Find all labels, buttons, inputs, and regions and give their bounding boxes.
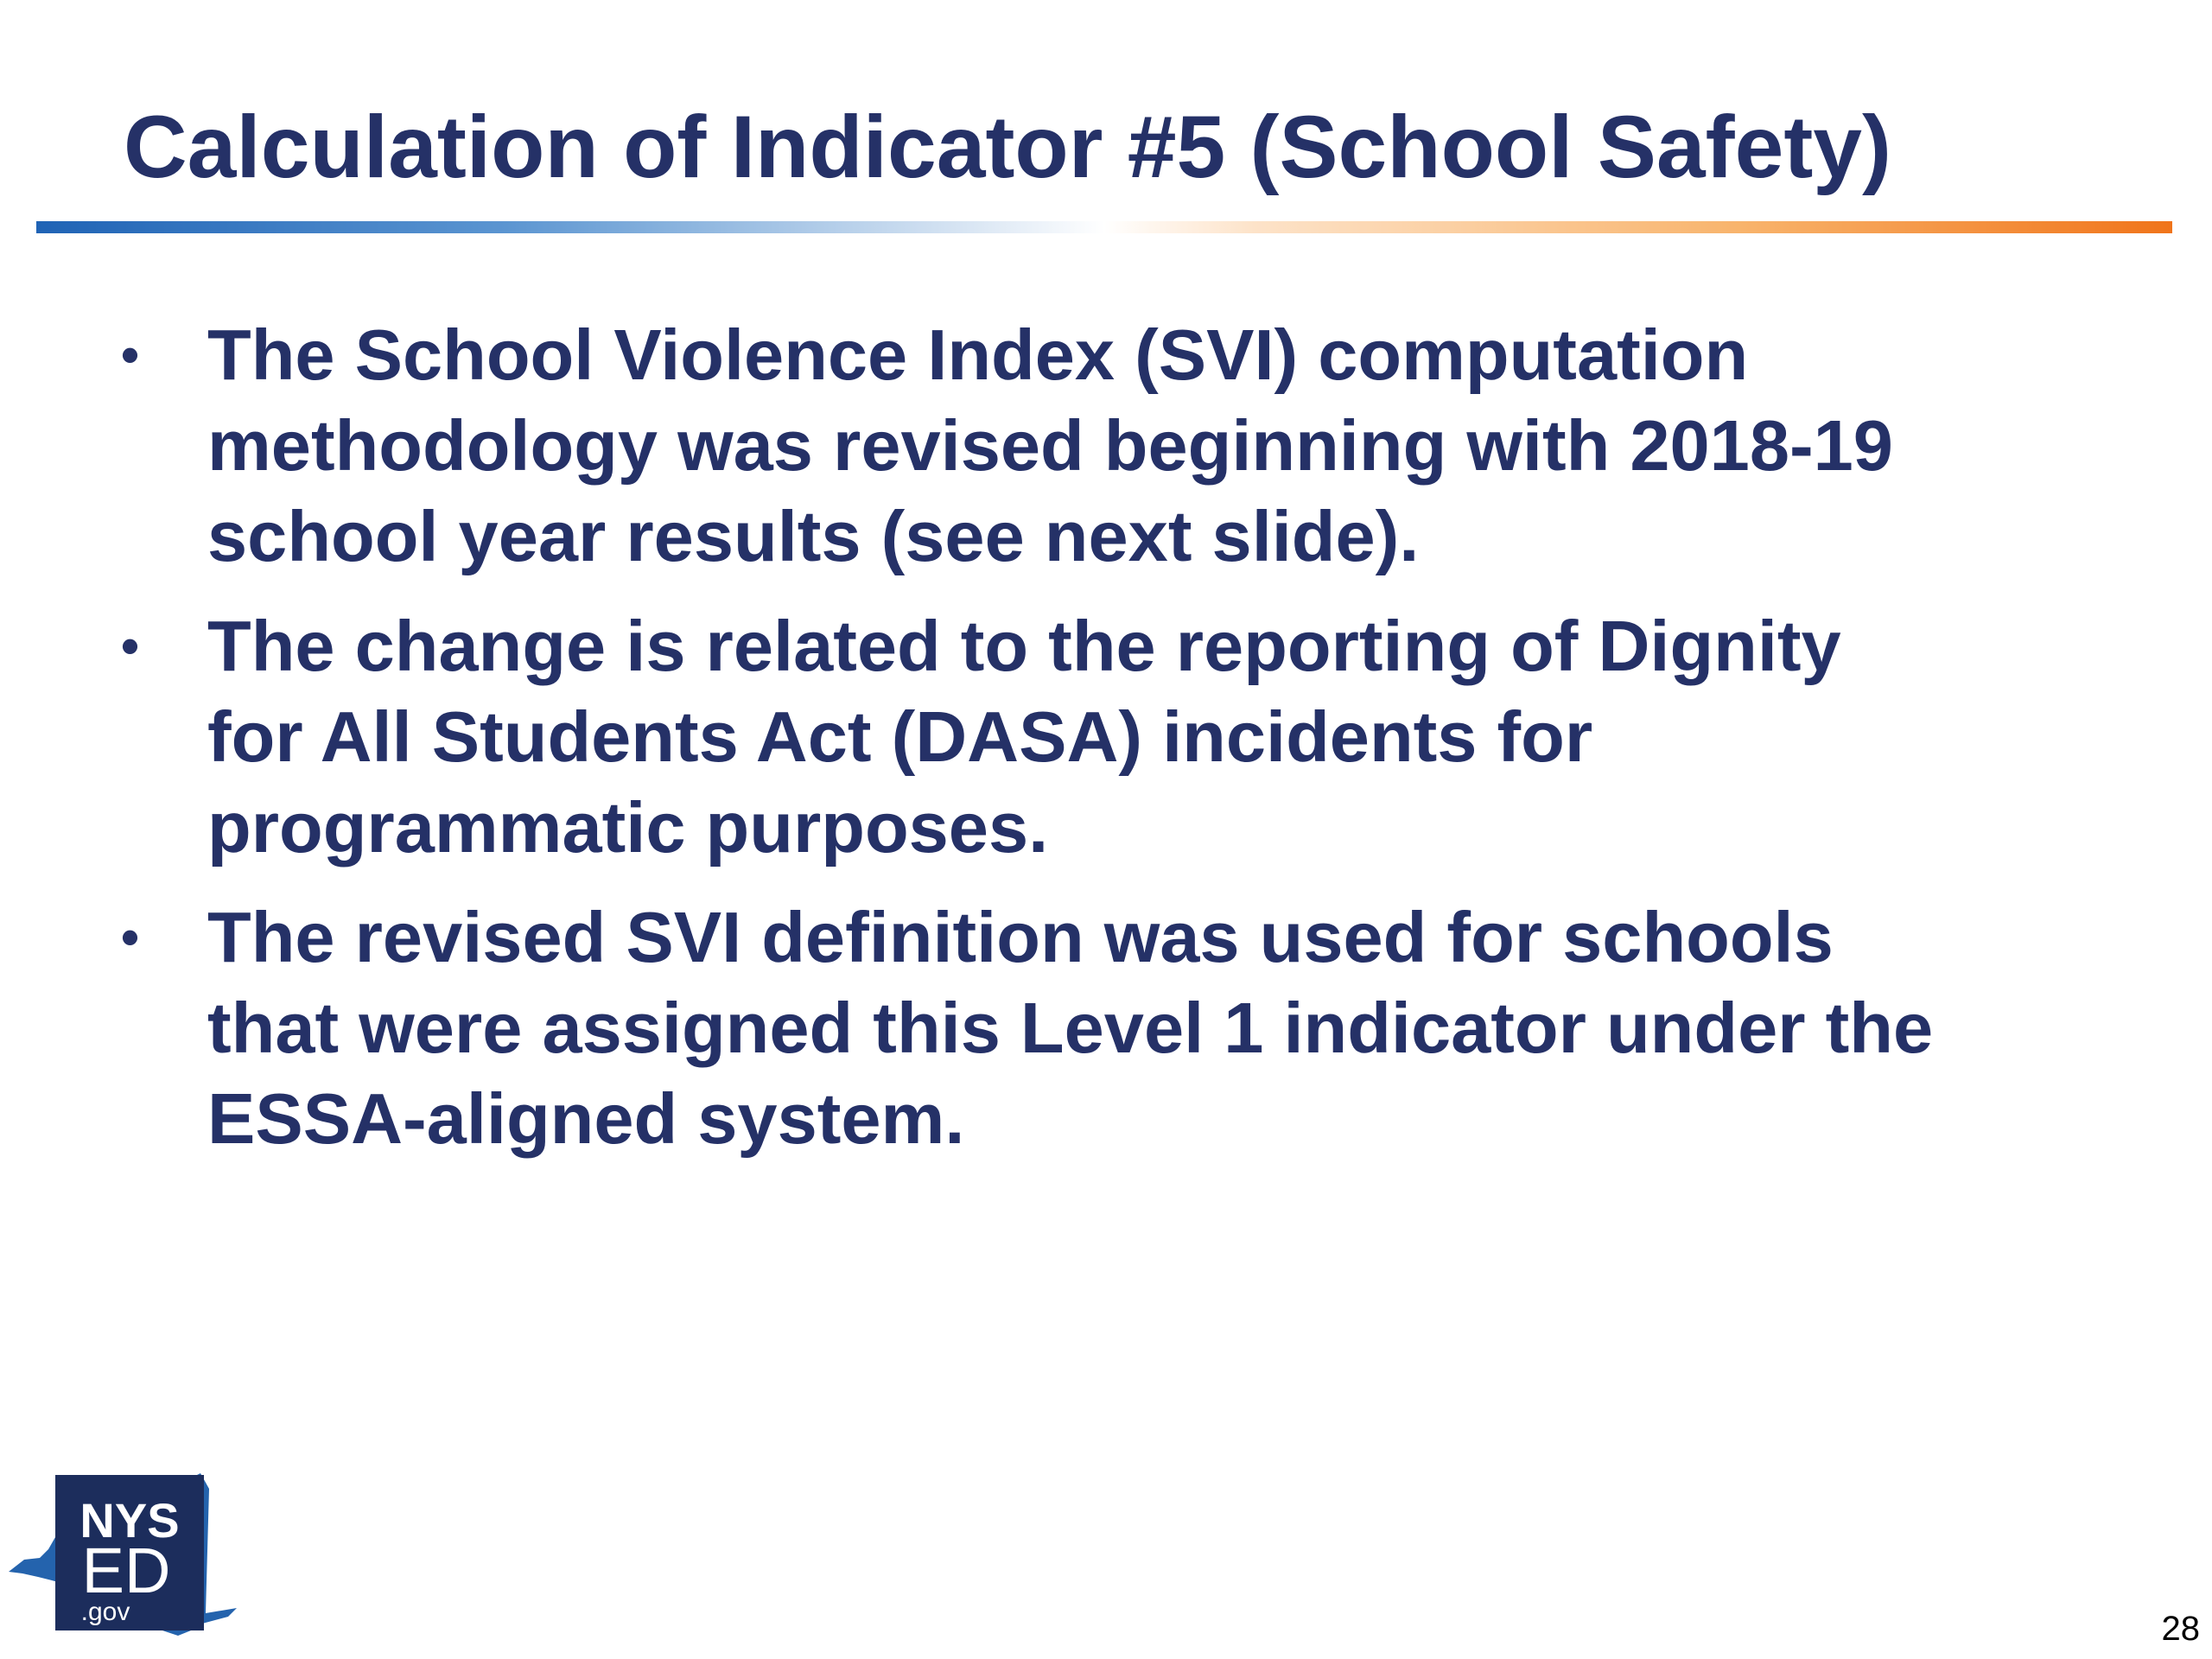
bullet-line: for All Students Act (DASA) incidents for (207, 696, 1593, 777)
bullet-line: The change is related to the reporting of Dignity (207, 606, 1841, 686)
bullet-item (121, 309, 2108, 582)
bullet-dot-icon: • (121, 326, 140, 384)
logo-gov-text: .gov (80, 1598, 130, 1626)
bullet-line: ESSA-aligned system. (207, 1078, 965, 1159)
nysed-logo (5, 1465, 238, 1642)
bullet-text (207, 892, 2108, 1164)
logo-nys-text: NYS (79, 1493, 180, 1548)
bullet-item (121, 601, 2108, 873)
page-number: 28 (2161, 1610, 2200, 1648)
bullet-line: that were assigned this Level 1 indicator under the (207, 988, 1934, 1068)
bullet-line: programmatic purposes. (207, 787, 1049, 868)
bullet-line: The School Violence Index (SVI) computation (207, 315, 1749, 395)
bullet-item (121, 892, 2108, 1164)
bullet-line: school year results (see next slide). (207, 496, 1420, 576)
bullet-dot-icon: • (121, 617, 140, 675)
logo-ed-text: ED (81, 1535, 171, 1606)
bullet-text (207, 601, 2108, 873)
bullet-text (207, 309, 2108, 582)
title-divider (36, 221, 2172, 233)
bullet-line: methodology was revised beginning with 2018-19 (207, 405, 1893, 486)
bullet-line: The revised SVI definition was used for schools (207, 897, 1834, 977)
slide-title: Calculation of Indicator #5 (School Safety) (124, 98, 1891, 196)
bullet-dot-icon: • (121, 908, 140, 966)
bullet-list (121, 309, 2108, 1183)
